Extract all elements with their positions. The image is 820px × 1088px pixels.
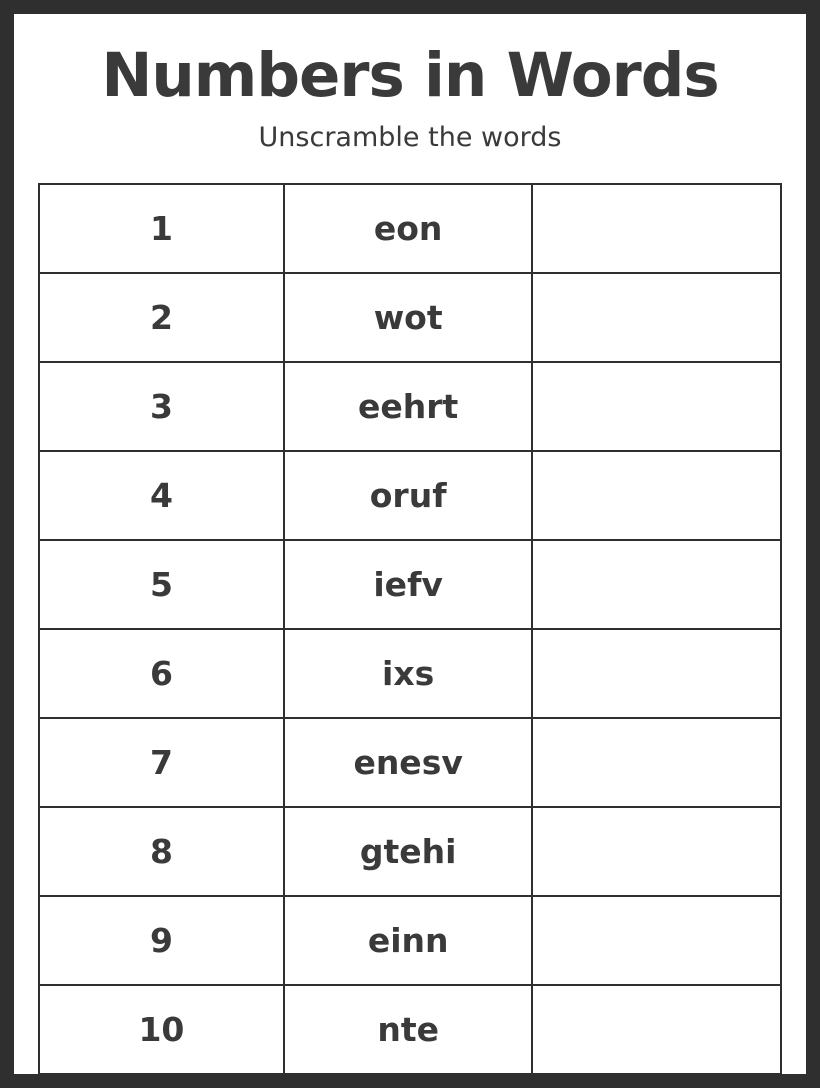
- row-answer-blank[interactable]: [532, 362, 780, 451]
- row-number: 7: [40, 718, 284, 807]
- row-scrambled-word: gtehi: [284, 807, 533, 896]
- row-number: 3: [40, 362, 284, 451]
- row-scrambled-word: eehrt: [284, 362, 533, 451]
- row-scrambled-word: wot: [284, 273, 533, 362]
- row-scrambled-word: eon: [284, 185, 533, 273]
- row-scrambled-word: nte: [284, 985, 533, 1074]
- row-answer-blank[interactable]: [532, 540, 780, 629]
- table-row: [40, 185, 780, 273]
- table-row: [40, 985, 780, 1074]
- row-scrambled-word: ixs: [284, 629, 533, 718]
- row-scrambled-word: oruf: [284, 451, 533, 540]
- table-row: [40, 718, 780, 807]
- worksheet-table-wrap: [38, 183, 782, 1077]
- row-number: 5: [40, 540, 284, 629]
- row-scrambled-word: iefv: [284, 540, 533, 629]
- row-answer-blank[interactable]: [532, 451, 780, 540]
- row-number: 6: [40, 629, 284, 718]
- table-row: [40, 273, 780, 362]
- row-answer-blank[interactable]: [532, 896, 780, 985]
- row-answer-blank[interactable]: [532, 185, 780, 273]
- table-row: [40, 540, 780, 629]
- row-scrambled-word: einn: [284, 896, 533, 985]
- worksheet-table-body: [40, 185, 780, 1074]
- row-number: 2: [40, 273, 284, 362]
- table-row: [40, 896, 780, 985]
- row-answer-blank[interactable]: [532, 273, 780, 362]
- row-answer-blank[interactable]: [532, 718, 780, 807]
- worksheet-table: [40, 185, 780, 1075]
- row-number: 4: [40, 451, 284, 540]
- row-number: 1: [40, 185, 284, 273]
- table-row: [40, 807, 780, 896]
- row-answer-blank[interactable]: [532, 985, 780, 1074]
- row-answer-blank[interactable]: [532, 807, 780, 896]
- page-title: Numbers in Words: [101, 40, 719, 111]
- worksheet-sheet: [14, 14, 806, 1074]
- table-row: [40, 451, 780, 540]
- row-number: 8: [40, 807, 284, 896]
- row-answer-blank[interactable]: [532, 629, 780, 718]
- row-number: 9: [40, 896, 284, 985]
- row-scrambled-word: enesv: [284, 718, 533, 807]
- page-subtitle: Unscramble the words: [258, 122, 562, 154]
- table-row: [40, 362, 780, 451]
- row-number: 10: [40, 985, 284, 1074]
- table-row: [40, 629, 780, 718]
